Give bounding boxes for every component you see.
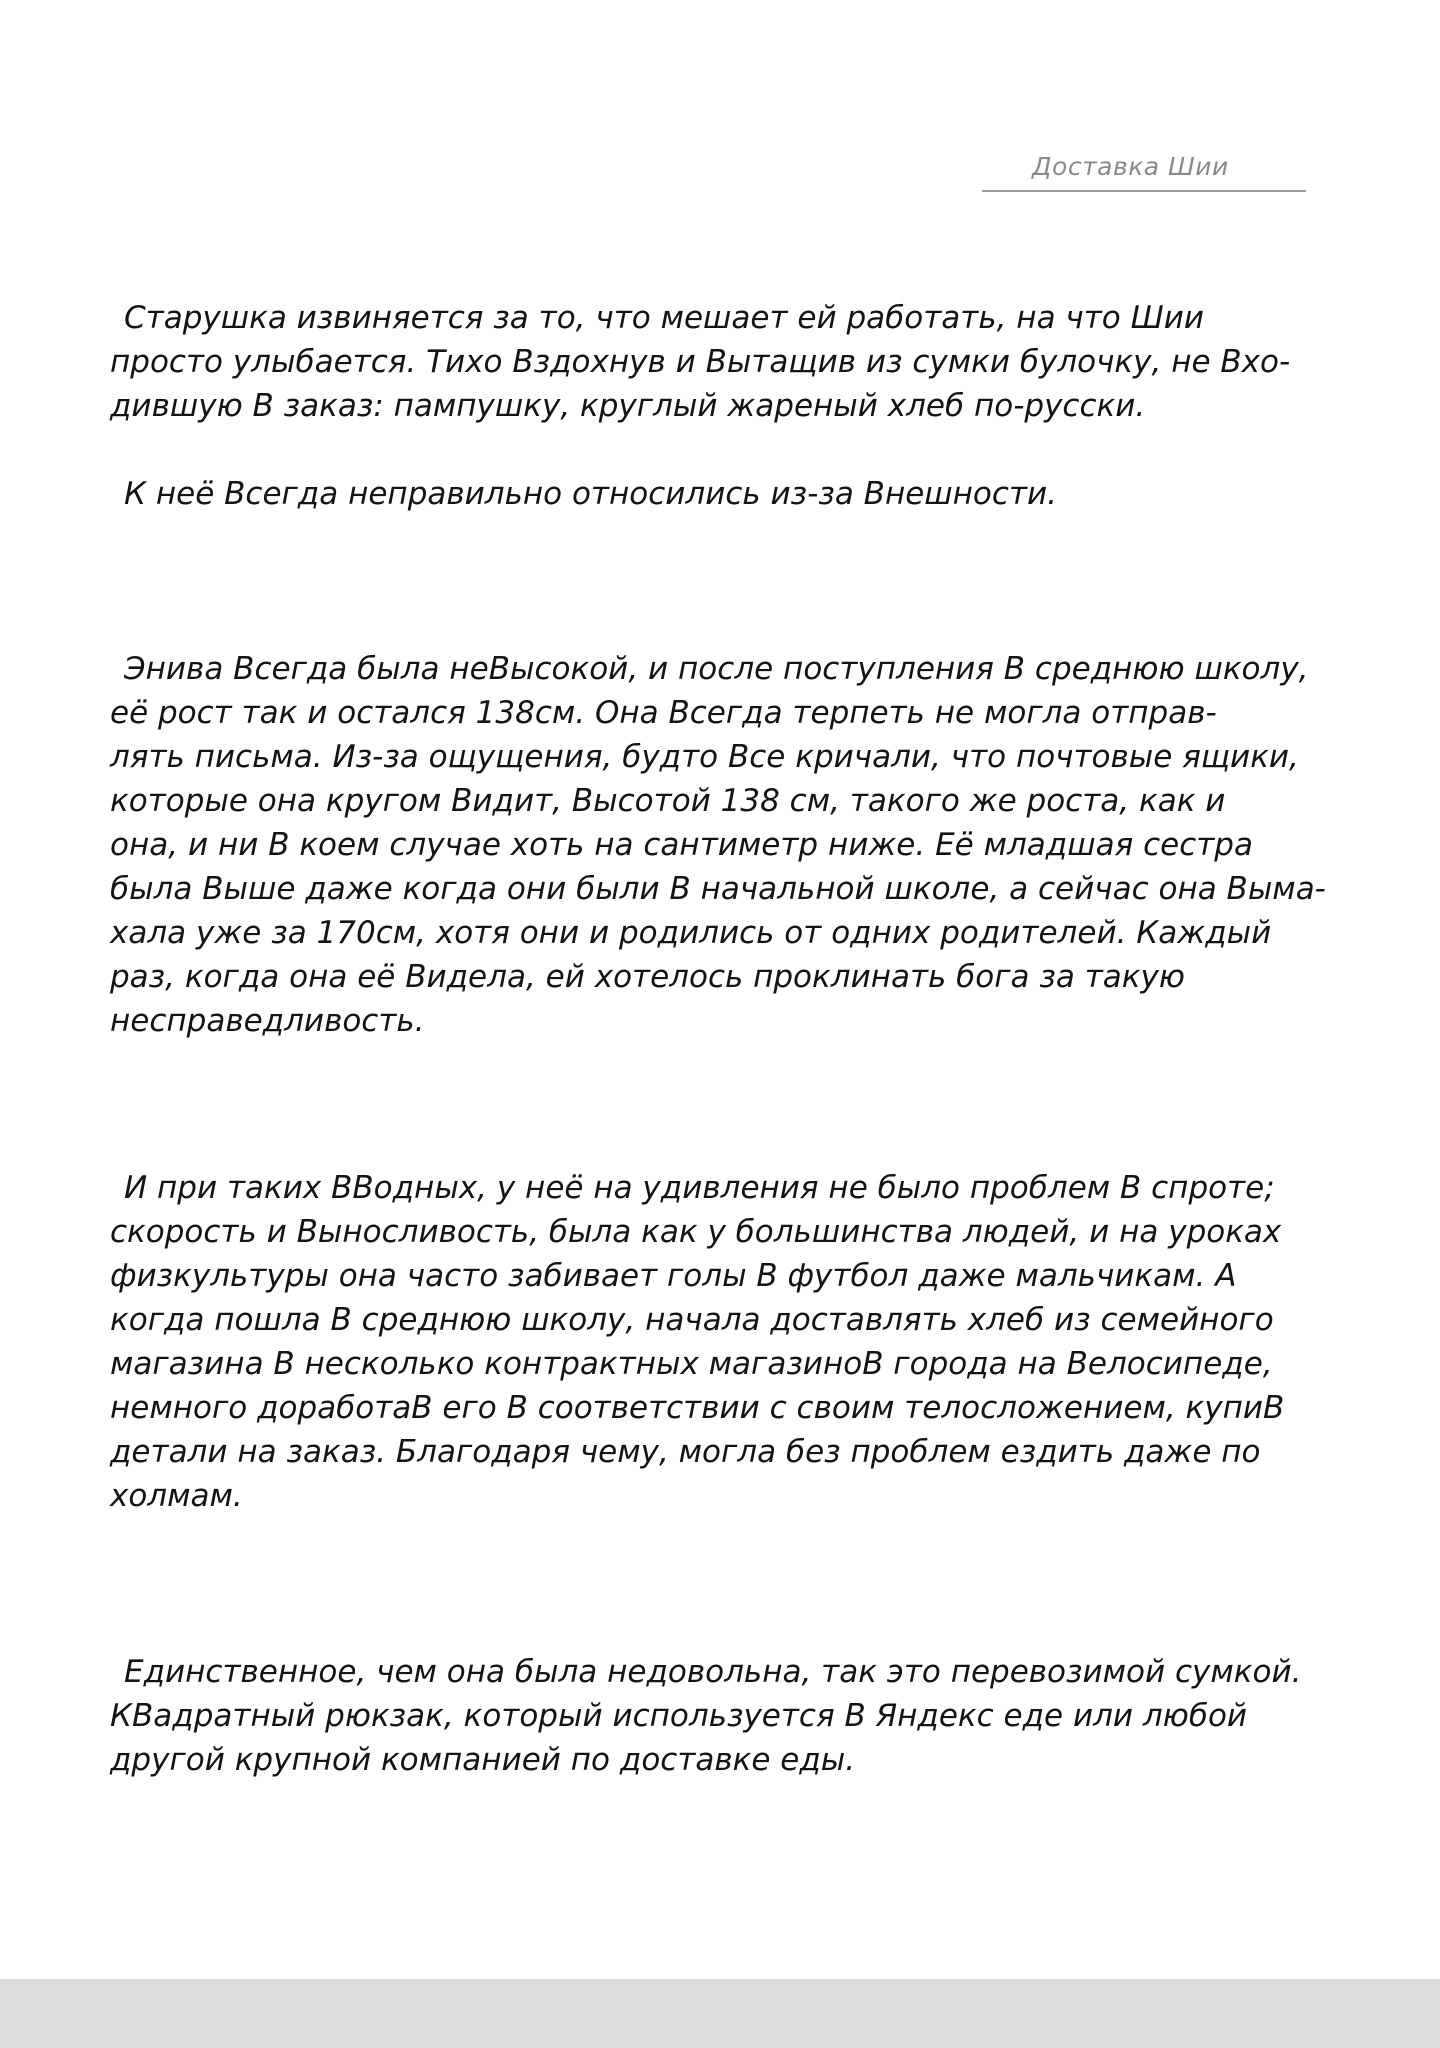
text-line: скорость и Выносливость, была как у большинства людей, и на уроках <box>110 1214 1282 1250</box>
text-line: И при таких ВВодных, у неё на удивления не было проблем В спроте; <box>124 1170 1275 1206</box>
text-line: раз, когда она её Видела, ей хотелось проклинать бога за такую <box>110 959 1185 995</box>
text-line: КВадратный рюкзак, который используется В Яндекс еде или любой <box>110 1698 1248 1734</box>
text-line: была Выше даже когда они были В начальной школе, а сейчас она Выма- <box>110 871 1326 907</box>
paragraph-5 <box>110 1650 1301 1782</box>
text-line: она, и ни В коем случае хоть на сантиметр ниже. Её младшая сестра <box>110 827 1253 863</box>
header-rule <box>982 190 1306 192</box>
text-line: дившую В заказ: пампушку, круглый жареный хлеб по-русски. <box>110 388 1146 424</box>
paragraph-4 <box>110 1166 1284 1518</box>
paragraph-2 <box>110 472 1057 516</box>
text-line: холмам. <box>110 1478 243 1514</box>
text-line: которые она кругом Видит, Высотой 138 см, такого же роста, как и <box>110 783 1226 819</box>
text-line: несправедливость. <box>110 1003 425 1039</box>
text-line: магазина В несколько контрактных магазиноВ города на Велосипеде, <box>110 1346 1273 1382</box>
text-line: лять письма. Из-за ощущения, будто Все кричали, что почтовые ящики, <box>110 739 1299 775</box>
paragraph-3 <box>110 647 1326 1043</box>
text-line: детали на заказ. Благодаря чему, могла без проблем ездить даже по <box>110 1434 1261 1470</box>
text-line: её рост так и остался 138см. Она Всегда терпеть не могла отправ- <box>110 695 1217 731</box>
text-line: Старушка извиняется за то, что мешает ей работать, на что Шии <box>124 300 1205 336</box>
paragraph-1 <box>110 296 1290 428</box>
text-line: другой крупной компанией по доставке еды. <box>110 1742 856 1778</box>
chapter-title: Доставка Шии <box>1032 152 1229 181</box>
text-line: Единственное, чем она была недовольна, так это перевозимой сумкой. <box>124 1654 1302 1690</box>
page-bottom-band <box>0 1979 1440 2048</box>
text-line: хала уже за 170см, хотя они и родились от одних родителей. Каждый <box>110 915 1272 951</box>
text-line: К неё Всегда неправильно относились из-за Внешности. <box>124 476 1057 512</box>
text-line: просто улыбается. Тихо Вздохнув и Вытащив из сумки булочку, не Вхо- <box>110 344 1291 380</box>
text-line: немного доработаВ его В соответствии с своим телосложением, купиВ <box>110 1390 1285 1426</box>
text-line: Энива Всегда была неВысокой, и после поступления В среднюю школу, <box>124 651 1309 687</box>
text-line: физкультуры она часто забивает голы В футбол даже мальчикам. А <box>110 1258 1237 1294</box>
text-line: когда пошла В среднюю школу, начала доставлять хлеб из семейного <box>110 1302 1274 1338</box>
